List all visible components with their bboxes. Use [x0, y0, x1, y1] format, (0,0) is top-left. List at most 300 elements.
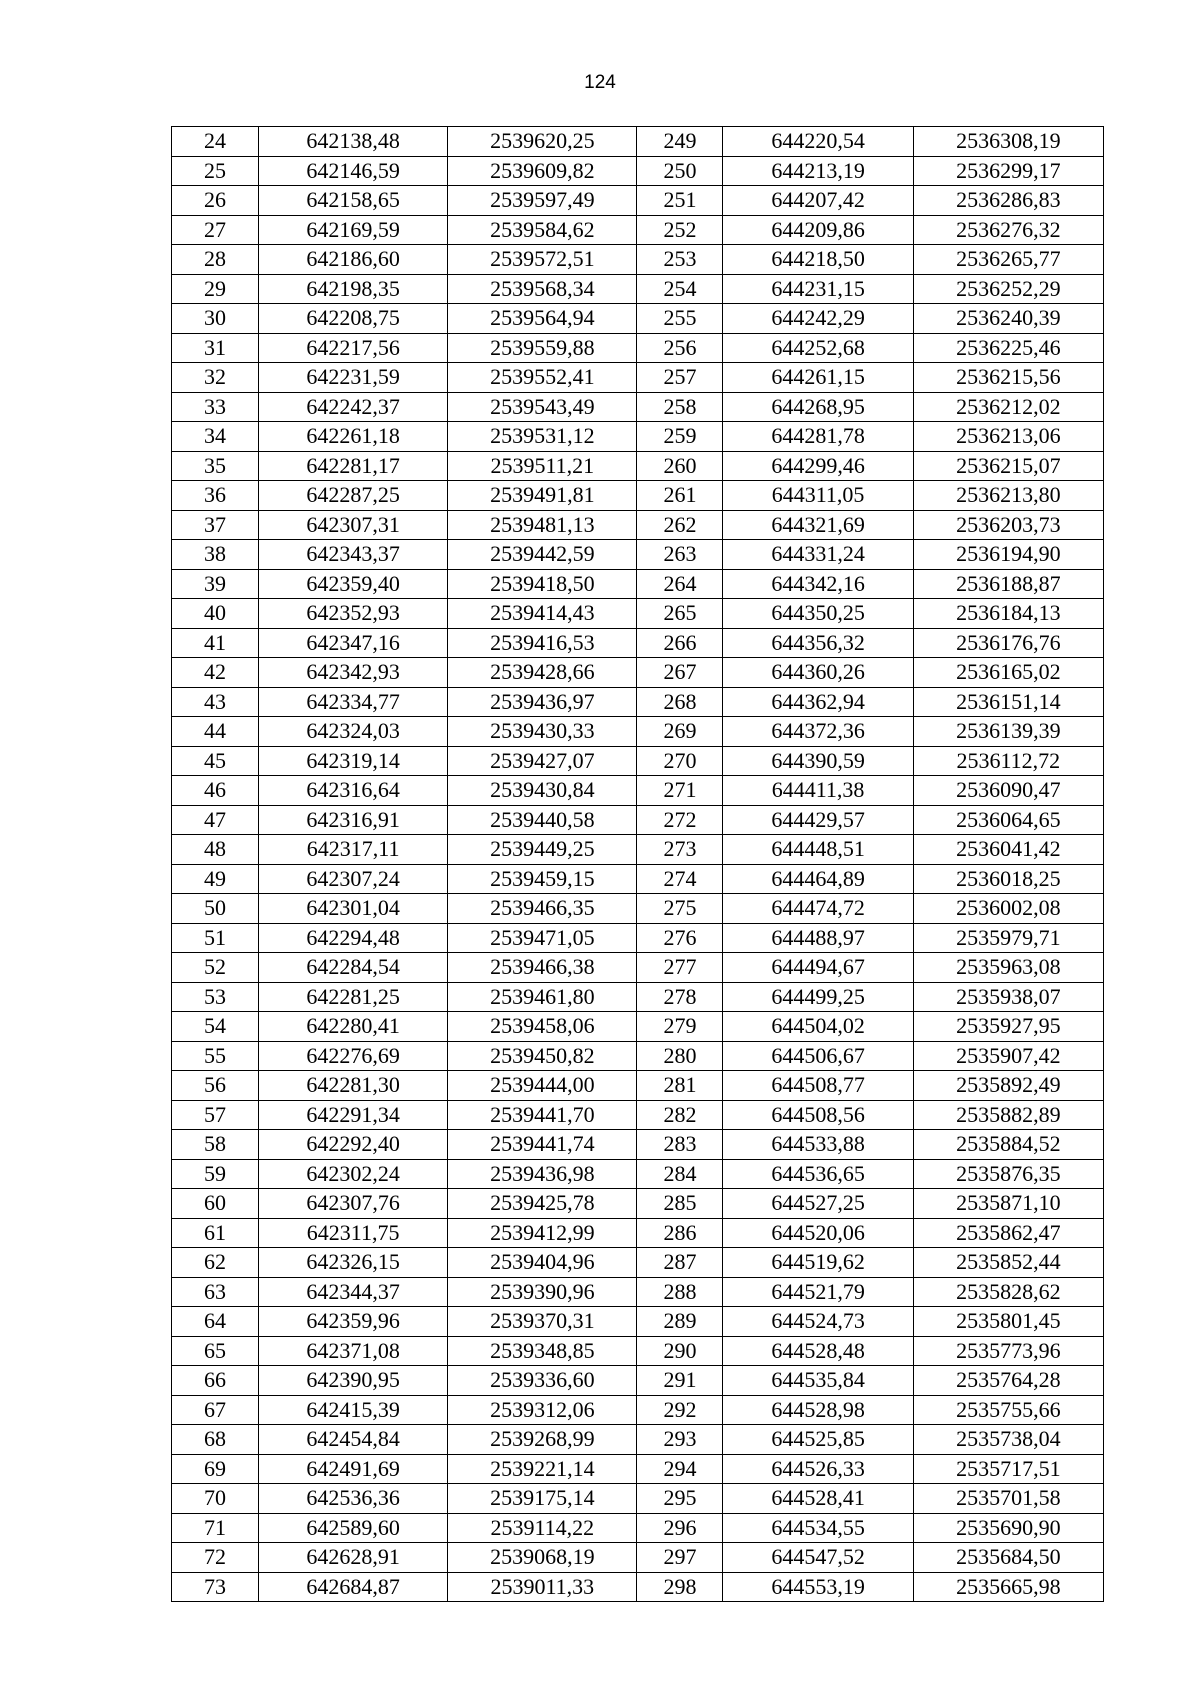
point-number-cell: 274 [637, 864, 723, 894]
y-coordinate-cell: 2536265,77 [913, 245, 1103, 275]
table-row [172, 274, 1104, 304]
y-coordinate-cell: 2539068,19 [448, 1543, 637, 1573]
table-row [172, 864, 1104, 894]
point-number-cell: 256 [637, 333, 723, 363]
y-coordinate-cell: 2539370,31 [448, 1307, 637, 1337]
point-number-cell: 46 [172, 776, 259, 806]
point-number-cell: 61 [172, 1218, 259, 1248]
x-coordinate-cell: 642536,36 [259, 1484, 448, 1514]
x-coordinate-cell: 642284,54 [259, 953, 448, 983]
table-row [172, 746, 1104, 776]
y-coordinate-cell: 2536308,19 [913, 127, 1103, 157]
y-coordinate-cell: 2536213,80 [913, 481, 1103, 511]
x-coordinate-cell: 642281,25 [259, 982, 448, 1012]
x-coordinate-cell: 642281,30 [259, 1071, 448, 1101]
y-coordinate-cell: 2539430,84 [448, 776, 637, 806]
y-coordinate-cell: 2539459,15 [448, 864, 637, 894]
point-number-cell: 251 [637, 186, 723, 216]
point-number-cell: 278 [637, 982, 723, 1012]
point-number-cell: 53 [172, 982, 259, 1012]
y-coordinate-cell: 2536112,72 [913, 746, 1103, 776]
point-number-cell: 71 [172, 1513, 259, 1543]
y-coordinate-cell: 2536252,29 [913, 274, 1103, 304]
point-number-cell: 264 [637, 569, 723, 599]
x-coordinate-cell: 644499,25 [723, 982, 913, 1012]
y-coordinate-cell: 2539511,21 [448, 451, 637, 481]
y-coordinate-cell: 2536225,46 [913, 333, 1103, 363]
y-coordinate-cell: 2536184,13 [913, 599, 1103, 629]
y-coordinate-cell: 2536194,90 [913, 540, 1103, 570]
x-coordinate-cell: 644519,62 [723, 1248, 913, 1278]
table-row [172, 628, 1104, 658]
y-coordinate-cell: 2535801,45 [913, 1307, 1103, 1337]
y-coordinate-cell: 2539114,22 [448, 1513, 637, 1543]
table-row [172, 510, 1104, 540]
x-coordinate-cell: 642281,17 [259, 451, 448, 481]
point-number-cell: 54 [172, 1012, 259, 1042]
x-coordinate-cell: 642261,18 [259, 422, 448, 452]
point-number-cell: 58 [172, 1130, 259, 1160]
y-coordinate-cell: 2535963,08 [913, 953, 1103, 983]
y-coordinate-cell: 2539572,51 [448, 245, 637, 275]
point-number-cell: 295 [637, 1484, 723, 1514]
x-coordinate-cell: 644390,59 [723, 746, 913, 776]
point-number-cell: 30 [172, 304, 259, 334]
point-number-cell: 37 [172, 510, 259, 540]
point-number-cell: 287 [637, 1248, 723, 1278]
point-number-cell: 277 [637, 953, 723, 983]
y-coordinate-cell: 2539336,60 [448, 1366, 637, 1396]
y-coordinate-cell: 2539416,53 [448, 628, 637, 658]
y-coordinate-cell: 2535876,35 [913, 1159, 1103, 1189]
point-number-cell: 49 [172, 864, 259, 894]
y-coordinate-cell: 2539412,99 [448, 1218, 637, 1248]
table-row [172, 953, 1104, 983]
y-coordinate-cell: 2535871,10 [913, 1189, 1103, 1219]
table-row [172, 1071, 1104, 1101]
x-coordinate-cell: 642359,96 [259, 1307, 448, 1337]
x-coordinate-cell: 644362,94 [723, 687, 913, 717]
y-coordinate-cell: 2539440,58 [448, 805, 637, 835]
y-coordinate-cell: 2539559,88 [448, 333, 637, 363]
y-coordinate-cell: 2539404,96 [448, 1248, 637, 1278]
y-coordinate-cell: 2535738,04 [913, 1425, 1103, 1455]
x-coordinate-cell: 644535,84 [723, 1366, 913, 1396]
x-coordinate-cell: 642307,76 [259, 1189, 448, 1219]
point-number-cell: 293 [637, 1425, 723, 1455]
point-number-cell: 273 [637, 835, 723, 865]
y-coordinate-cell: 2539466,38 [448, 953, 637, 983]
point-number-cell: 284 [637, 1159, 723, 1189]
x-coordinate-cell: 644508,77 [723, 1071, 913, 1101]
y-coordinate-cell: 2536176,76 [913, 628, 1103, 658]
y-coordinate-cell: 2535690,90 [913, 1513, 1103, 1543]
y-coordinate-cell: 2539268,99 [448, 1425, 637, 1455]
x-coordinate-cell: 642307,24 [259, 864, 448, 894]
y-coordinate-cell: 2535773,96 [913, 1336, 1103, 1366]
table-row [172, 186, 1104, 216]
x-coordinate-cell: 642231,59 [259, 363, 448, 393]
y-coordinate-cell: 2535938,07 [913, 982, 1103, 1012]
x-coordinate-cell: 644488,97 [723, 923, 913, 953]
point-number-cell: 32 [172, 363, 259, 393]
point-number-cell: 296 [637, 1513, 723, 1543]
point-number-cell: 52 [172, 953, 259, 983]
point-number-cell: 67 [172, 1395, 259, 1425]
y-coordinate-cell: 2539414,43 [448, 599, 637, 629]
x-coordinate-cell: 644474,72 [723, 894, 913, 924]
point-number-cell: 73 [172, 1572, 259, 1602]
x-coordinate-cell: 642280,41 [259, 1012, 448, 1042]
point-number-cell: 298 [637, 1572, 723, 1602]
point-number-cell: 25 [172, 156, 259, 186]
y-coordinate-cell: 2535764,28 [913, 1366, 1103, 1396]
point-number-cell: 29 [172, 274, 259, 304]
point-number-cell: 266 [637, 628, 723, 658]
point-number-cell: 261 [637, 481, 723, 511]
point-number-cell: 257 [637, 363, 723, 393]
point-number-cell: 262 [637, 510, 723, 540]
x-coordinate-cell: 642628,91 [259, 1543, 448, 1573]
y-coordinate-cell: 2535892,49 [913, 1071, 1103, 1101]
point-number-cell: 41 [172, 628, 259, 658]
x-coordinate-cell: 644356,32 [723, 628, 913, 658]
y-coordinate-cell: 2535884,52 [913, 1130, 1103, 1160]
point-number-cell: 51 [172, 923, 259, 953]
y-coordinate-cell: 2539221,14 [448, 1454, 637, 1484]
y-coordinate-cell: 2536018,25 [913, 864, 1103, 894]
table-row [172, 1572, 1104, 1602]
y-coordinate-cell: 2535755,66 [913, 1395, 1103, 1425]
point-number-cell: 42 [172, 658, 259, 688]
point-number-cell: 294 [637, 1454, 723, 1484]
y-coordinate-cell: 2539418,50 [448, 569, 637, 599]
point-number-cell: 263 [637, 540, 723, 570]
table-row [172, 304, 1104, 334]
x-coordinate-cell: 642208,75 [259, 304, 448, 334]
table-row [172, 215, 1104, 245]
x-coordinate-cell: 644342,16 [723, 569, 913, 599]
x-coordinate-cell: 644533,88 [723, 1130, 913, 1160]
y-coordinate-cell: 2536240,39 [913, 304, 1103, 334]
point-number-cell: 69 [172, 1454, 259, 1484]
y-coordinate-cell: 2539450,82 [448, 1041, 637, 1071]
x-coordinate-cell: 644209,86 [723, 215, 913, 245]
x-coordinate-cell: 642287,25 [259, 481, 448, 511]
x-coordinate-cell: 644429,57 [723, 805, 913, 835]
point-number-cell: 288 [637, 1277, 723, 1307]
point-number-cell: 55 [172, 1041, 259, 1071]
table-row [172, 1336, 1104, 1366]
point-number-cell: 265 [637, 599, 723, 629]
y-coordinate-cell: 2539441,74 [448, 1130, 637, 1160]
x-coordinate-cell: 642371,08 [259, 1336, 448, 1366]
x-coordinate-cell: 642198,35 [259, 274, 448, 304]
point-number-cell: 65 [172, 1336, 259, 1366]
x-coordinate-cell: 642589,60 [259, 1513, 448, 1543]
x-coordinate-cell: 644534,55 [723, 1513, 913, 1543]
y-coordinate-cell: 2539491,81 [448, 481, 637, 511]
y-coordinate-cell: 2535701,58 [913, 1484, 1103, 1514]
point-number-cell: 255 [637, 304, 723, 334]
x-coordinate-cell: 642302,24 [259, 1159, 448, 1189]
point-number-cell: 64 [172, 1307, 259, 1337]
x-coordinate-cell: 644311,05 [723, 481, 913, 511]
coordinates-table-body [172, 127, 1104, 1602]
point-number-cell: 68 [172, 1425, 259, 1455]
y-coordinate-cell: 2539444,00 [448, 1071, 637, 1101]
table-row [172, 894, 1104, 924]
x-coordinate-cell: 644521,79 [723, 1277, 913, 1307]
y-coordinate-cell: 2535717,51 [913, 1454, 1103, 1484]
table-row [172, 717, 1104, 747]
y-coordinate-cell: 2536212,02 [913, 392, 1103, 422]
x-coordinate-cell: 644528,98 [723, 1395, 913, 1425]
y-coordinate-cell: 2535927,95 [913, 1012, 1103, 1042]
y-coordinate-cell: 2539597,49 [448, 186, 637, 216]
y-coordinate-cell: 2539449,25 [448, 835, 637, 865]
y-coordinate-cell: 2539430,33 [448, 717, 637, 747]
y-coordinate-cell: 2539531,12 [448, 422, 637, 452]
y-coordinate-cell: 2539458,06 [448, 1012, 637, 1042]
x-coordinate-cell: 644536,65 [723, 1159, 913, 1189]
point-number-cell: 62 [172, 1248, 259, 1278]
y-coordinate-cell: 2536002,08 [913, 894, 1103, 924]
y-coordinate-cell: 2535882,89 [913, 1100, 1103, 1130]
x-coordinate-cell: 642138,48 [259, 127, 448, 157]
x-coordinate-cell: 642186,60 [259, 245, 448, 275]
x-coordinate-cell: 642342,93 [259, 658, 448, 688]
x-coordinate-cell: 642217,56 [259, 333, 448, 363]
x-coordinate-cell: 642390,95 [259, 1366, 448, 1396]
table-row [172, 1189, 1104, 1219]
x-coordinate-cell: 642292,40 [259, 1130, 448, 1160]
y-coordinate-cell: 2539584,62 [448, 215, 637, 245]
x-coordinate-cell: 642301,04 [259, 894, 448, 924]
table-row [172, 363, 1104, 393]
table-row [172, 451, 1104, 481]
y-coordinate-cell: 2539442,59 [448, 540, 637, 570]
table-row [172, 1012, 1104, 1042]
y-coordinate-cell: 2539427,07 [448, 746, 637, 776]
table-row [172, 1366, 1104, 1396]
x-coordinate-cell: 642326,15 [259, 1248, 448, 1278]
x-coordinate-cell: 644526,33 [723, 1454, 913, 1484]
x-coordinate-cell: 644360,26 [723, 658, 913, 688]
y-coordinate-cell: 2539461,80 [448, 982, 637, 1012]
table-row [172, 392, 1104, 422]
x-coordinate-cell: 644525,85 [723, 1425, 913, 1455]
table-row [172, 422, 1104, 452]
point-number-cell: 28 [172, 245, 259, 275]
point-number-cell: 43 [172, 687, 259, 717]
table-row [172, 599, 1104, 629]
table-row [172, 1159, 1104, 1189]
x-coordinate-cell: 642242,37 [259, 392, 448, 422]
y-coordinate-cell: 2539471,05 [448, 923, 637, 953]
y-coordinate-cell: 2535852,44 [913, 1248, 1103, 1278]
point-number-cell: 270 [637, 746, 723, 776]
point-number-cell: 281 [637, 1071, 723, 1101]
x-coordinate-cell: 642359,40 [259, 569, 448, 599]
point-number-cell: 259 [637, 422, 723, 452]
table-row [172, 569, 1104, 599]
table-row [172, 687, 1104, 717]
table-row [172, 1425, 1104, 1455]
x-coordinate-cell: 644218,50 [723, 245, 913, 275]
y-coordinate-cell: 2535828,62 [913, 1277, 1103, 1307]
x-coordinate-cell: 644331,24 [723, 540, 913, 570]
y-coordinate-cell: 2539620,25 [448, 127, 637, 157]
point-number-cell: 253 [637, 245, 723, 275]
y-coordinate-cell: 2535907,42 [913, 1041, 1103, 1071]
point-number-cell: 258 [637, 392, 723, 422]
table-row [172, 156, 1104, 186]
x-coordinate-cell: 644231,15 [723, 274, 913, 304]
x-coordinate-cell: 642317,11 [259, 835, 448, 865]
x-coordinate-cell: 642276,69 [259, 1041, 448, 1071]
table-row [172, 1130, 1104, 1160]
point-number-cell: 35 [172, 451, 259, 481]
table-row [172, 835, 1104, 865]
table-row [172, 658, 1104, 688]
y-coordinate-cell: 2536215,07 [913, 451, 1103, 481]
point-number-cell: 272 [637, 805, 723, 835]
y-coordinate-cell: 2539390,96 [448, 1277, 637, 1307]
x-coordinate-cell: 644207,42 [723, 186, 913, 216]
point-number-cell: 56 [172, 1071, 259, 1101]
x-coordinate-cell: 644242,29 [723, 304, 913, 334]
x-coordinate-cell: 642316,91 [259, 805, 448, 835]
x-coordinate-cell: 644494,67 [723, 953, 913, 983]
point-number-cell: 254 [637, 274, 723, 304]
x-coordinate-cell: 644547,52 [723, 1543, 913, 1573]
table-row [172, 1513, 1104, 1543]
y-coordinate-cell: 2536276,32 [913, 215, 1103, 245]
point-number-cell: 24 [172, 127, 259, 157]
y-coordinate-cell: 2536213,06 [913, 422, 1103, 452]
point-number-cell: 249 [637, 127, 723, 157]
y-coordinate-cell: 2539011,33 [448, 1572, 637, 1602]
y-coordinate-cell: 2536165,02 [913, 658, 1103, 688]
y-coordinate-cell: 2535665,98 [913, 1572, 1103, 1602]
x-coordinate-cell: 644520,06 [723, 1218, 913, 1248]
point-number-cell: 285 [637, 1189, 723, 1219]
y-coordinate-cell: 2536090,47 [913, 776, 1103, 806]
x-coordinate-cell: 642454,84 [259, 1425, 448, 1455]
x-coordinate-cell: 644508,56 [723, 1100, 913, 1130]
point-number-cell: 70 [172, 1484, 259, 1514]
x-coordinate-cell: 642307,31 [259, 510, 448, 540]
x-coordinate-cell: 642158,65 [259, 186, 448, 216]
point-number-cell: 282 [637, 1100, 723, 1130]
point-number-cell: 260 [637, 451, 723, 481]
table-row [172, 1484, 1104, 1514]
x-coordinate-cell: 644553,19 [723, 1572, 913, 1602]
point-number-cell: 280 [637, 1041, 723, 1071]
point-number-cell: 33 [172, 392, 259, 422]
point-number-cell: 26 [172, 186, 259, 216]
x-coordinate-cell: 642684,87 [259, 1572, 448, 1602]
y-coordinate-cell: 2539441,70 [448, 1100, 637, 1130]
table-row [172, 1307, 1104, 1337]
x-coordinate-cell: 642169,59 [259, 215, 448, 245]
point-number-cell: 47 [172, 805, 259, 835]
point-number-cell: 72 [172, 1543, 259, 1573]
point-number-cell: 34 [172, 422, 259, 452]
x-coordinate-cell: 642324,03 [259, 717, 448, 747]
y-coordinate-cell: 2536299,17 [913, 156, 1103, 186]
y-coordinate-cell: 2536041,42 [913, 835, 1103, 865]
y-coordinate-cell: 2536188,87 [913, 569, 1103, 599]
x-coordinate-cell: 642316,64 [259, 776, 448, 806]
x-coordinate-cell: 644321,69 [723, 510, 913, 540]
x-coordinate-cell: 644350,25 [723, 599, 913, 629]
point-number-cell: 40 [172, 599, 259, 629]
y-coordinate-cell: 2536139,39 [913, 717, 1103, 747]
page-number: 124 [584, 72, 616, 93]
point-number-cell: 291 [637, 1366, 723, 1396]
y-coordinate-cell: 2536215,56 [913, 363, 1103, 393]
table-row [172, 923, 1104, 953]
point-number-cell: 27 [172, 215, 259, 245]
table-row [172, 982, 1104, 1012]
x-coordinate-cell: 644268,95 [723, 392, 913, 422]
point-number-cell: 283 [637, 1130, 723, 1160]
point-number-cell: 59 [172, 1159, 259, 1189]
table-row [172, 805, 1104, 835]
y-coordinate-cell: 2539348,85 [448, 1336, 637, 1366]
point-number-cell: 271 [637, 776, 723, 806]
table-row [172, 540, 1104, 570]
x-coordinate-cell: 642344,37 [259, 1277, 448, 1307]
y-coordinate-cell: 2539564,94 [448, 304, 637, 334]
coordinates-table [171, 126, 1104, 1602]
x-coordinate-cell: 642415,39 [259, 1395, 448, 1425]
x-coordinate-cell: 644372,36 [723, 717, 913, 747]
y-coordinate-cell: 2539428,66 [448, 658, 637, 688]
point-number-cell: 66 [172, 1366, 259, 1396]
x-coordinate-cell: 642146,59 [259, 156, 448, 186]
point-number-cell: 268 [637, 687, 723, 717]
y-coordinate-cell: 2535684,50 [913, 1543, 1103, 1573]
point-number-cell: 39 [172, 569, 259, 599]
point-number-cell: 290 [637, 1336, 723, 1366]
x-coordinate-cell: 644252,68 [723, 333, 913, 363]
table-row [172, 1100, 1104, 1130]
x-coordinate-cell: 644527,25 [723, 1189, 913, 1219]
y-coordinate-cell: 2539436,98 [448, 1159, 637, 1189]
x-coordinate-cell: 644504,02 [723, 1012, 913, 1042]
table-row [172, 1041, 1104, 1071]
point-number-cell: 250 [637, 156, 723, 186]
point-number-cell: 276 [637, 923, 723, 953]
point-number-cell: 289 [637, 1307, 723, 1337]
x-coordinate-cell: 642352,93 [259, 599, 448, 629]
point-number-cell: 50 [172, 894, 259, 924]
point-number-cell: 31 [172, 333, 259, 363]
table-row [172, 776, 1104, 806]
x-coordinate-cell: 644411,38 [723, 776, 913, 806]
y-coordinate-cell: 2539312,06 [448, 1395, 637, 1425]
point-number-cell: 279 [637, 1012, 723, 1042]
y-coordinate-cell: 2539466,35 [448, 894, 637, 924]
table-row [172, 127, 1104, 157]
y-coordinate-cell: 2539543,49 [448, 392, 637, 422]
x-coordinate-cell: 644506,67 [723, 1041, 913, 1071]
x-coordinate-cell: 644524,73 [723, 1307, 913, 1337]
x-coordinate-cell: 642491,69 [259, 1454, 448, 1484]
